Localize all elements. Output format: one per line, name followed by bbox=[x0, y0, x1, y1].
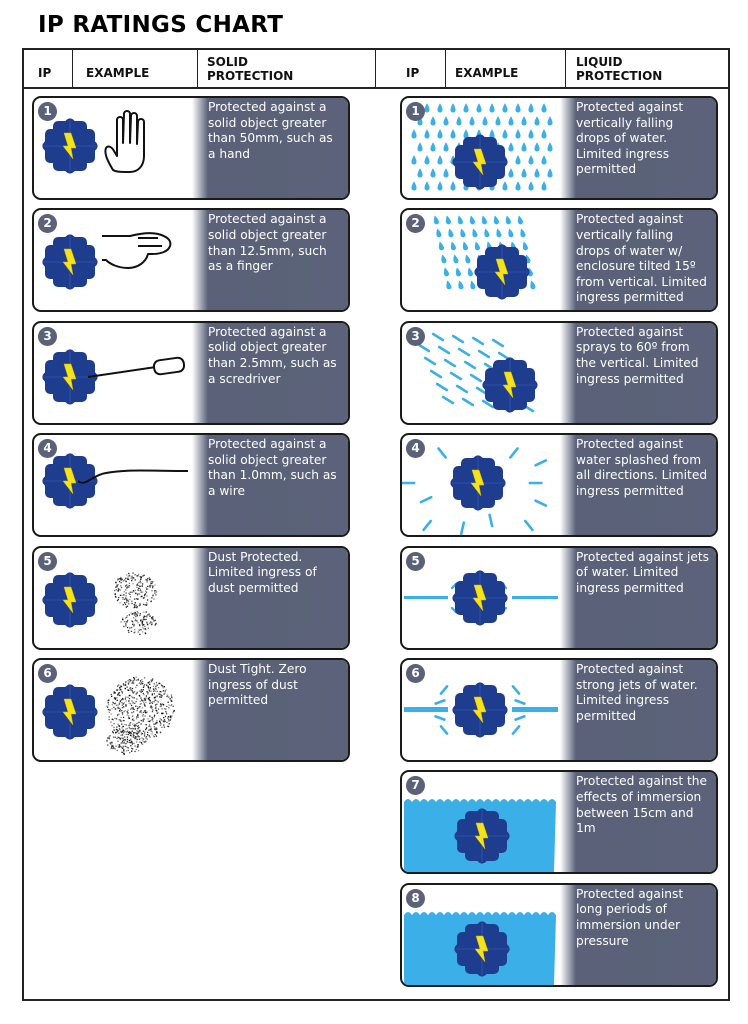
liquid-rating-card bbox=[400, 546, 718, 650]
ip-number-badge: 2 bbox=[406, 214, 425, 233]
liquid-rating-card bbox=[400, 433, 718, 537]
rating-description: Protected against strong jets of water. Limited ingress permitted bbox=[560, 660, 716, 760]
rating-example bbox=[402, 660, 560, 760]
screwdriver-icon bbox=[34, 323, 192, 423]
enclosure-icon bbox=[40, 116, 99, 175]
ip-number-badge: 1 bbox=[406, 102, 425, 121]
solid-rating-card bbox=[32, 658, 350, 762]
header-ip-right: IP bbox=[406, 66, 420, 80]
ip-number-badge: 7 bbox=[406, 776, 425, 795]
immersion-icon bbox=[402, 772, 560, 872]
solid-rating-card bbox=[32, 546, 350, 650]
liquid-rating-card bbox=[400, 883, 718, 987]
enclosure-icon bbox=[40, 233, 99, 292]
rating-example bbox=[402, 772, 560, 872]
rating-example bbox=[402, 435, 560, 535]
rating-description: Protected against sprays to 60º from the vertical. Limited ingress permitted bbox=[560, 323, 716, 423]
ip-number-badge: 6 bbox=[38, 664, 57, 683]
spray-icon bbox=[402, 323, 560, 423]
rating-description: Protected against water splashed from all directions. Limited ingress permitted bbox=[560, 435, 716, 535]
dust-icon bbox=[34, 548, 192, 648]
enclosure-icon bbox=[450, 568, 509, 627]
tilted-drops-icon bbox=[402, 210, 560, 310]
column-divider bbox=[72, 50, 73, 88]
rating-example bbox=[34, 323, 192, 423]
solid-rating-card bbox=[32, 433, 350, 537]
page-title: IP RATINGS CHART bbox=[38, 12, 284, 38]
ip-number-badge: 1 bbox=[38, 102, 57, 121]
header-solid-protection: SOLID PROTECTION bbox=[207, 55, 294, 83]
hand-icon bbox=[34, 98, 192, 198]
ip-number-badge: 4 bbox=[406, 439, 425, 458]
dense-dust-icon bbox=[106, 677, 175, 755]
enclosure-icon bbox=[472, 243, 531, 302]
rating-example bbox=[402, 323, 560, 423]
enclosure-icon bbox=[450, 132, 509, 191]
ip-number-badge: 5 bbox=[406, 552, 425, 571]
rating-example bbox=[34, 548, 192, 648]
splash-icon bbox=[402, 435, 560, 535]
ip-number-badge: 8 bbox=[406, 889, 425, 908]
column-divider bbox=[375, 50, 376, 88]
liquid-rating-card bbox=[400, 96, 718, 200]
vertical-drops-icon bbox=[402, 98, 560, 198]
rating-description: Protected against vertically falling drops of water. Limited ingress permitted bbox=[560, 98, 716, 198]
finger-icon bbox=[34, 210, 192, 310]
rating-description: Protected against a solid object greater than 2.5mm, such as a scredriver bbox=[192, 323, 348, 423]
enclosure-icon bbox=[450, 680, 509, 739]
rating-description: Protected against a solid object greater than 50mm, such as a hand bbox=[192, 98, 348, 198]
solid-rating-card bbox=[32, 208, 350, 312]
rating-example bbox=[34, 435, 192, 535]
ip-number-badge: 5 bbox=[38, 552, 57, 571]
rating-example bbox=[402, 210, 560, 310]
header-example-right: EXAMPLE bbox=[455, 66, 519, 80]
rating-example bbox=[402, 548, 560, 648]
enclosure-icon bbox=[40, 570, 99, 629]
strong-jet-icon bbox=[402, 660, 560, 760]
header-ip-left: IP bbox=[38, 66, 52, 80]
header-divider bbox=[22, 87, 730, 89]
header-example-left: EXAMPLE bbox=[86, 66, 150, 80]
rating-description: Dust Protected. Limited ingress of dust permitted bbox=[192, 548, 348, 648]
rating-example bbox=[34, 660, 192, 760]
header-liquid-protection: LIQUID PROTECTION bbox=[576, 55, 663, 83]
solid-rating-card bbox=[32, 321, 350, 425]
solid-rating-card bbox=[32, 96, 350, 200]
rating-example bbox=[34, 98, 192, 198]
enclosure-icon bbox=[40, 682, 99, 741]
liquid-rating-card bbox=[400, 770, 718, 874]
rating-example bbox=[34, 210, 192, 310]
liquid-rating-card bbox=[400, 658, 718, 762]
rating-description: Protected against a solid object greater than 12.5mm, such as a finger bbox=[192, 210, 348, 310]
wire-icon bbox=[34, 435, 192, 535]
long-immersion-icon bbox=[402, 885, 560, 985]
rating-description: Protected against the effects of immersion between 15cm and 1m bbox=[560, 772, 716, 872]
screwdriver-icon bbox=[88, 357, 185, 377]
rating-description: Protected against long periods of immersion under pressure bbox=[560, 885, 716, 985]
enclosure-icon bbox=[40, 451, 99, 510]
enclosure-icon bbox=[448, 453, 507, 512]
finger-icon bbox=[102, 234, 170, 269]
water-jet-icon bbox=[402, 548, 560, 648]
rating-example bbox=[402, 885, 560, 985]
ip-number-badge: 6 bbox=[406, 664, 425, 683]
column-divider bbox=[197, 50, 198, 88]
rating-description: Dust Tight. Zero ingress of dust permitted bbox=[192, 660, 348, 760]
rating-description: Protected against jets of water. Limited ingress permitted bbox=[560, 548, 716, 648]
liquid-rating-card bbox=[400, 208, 718, 312]
dense-dust-icon bbox=[34, 660, 192, 760]
rating-example bbox=[402, 98, 560, 198]
rating-description: Protected against vertically falling drops of water w/ enclosure tilted 15º from vertical. Limited ingress permitted bbox=[560, 210, 716, 310]
ip-number-badge: 3 bbox=[406, 327, 425, 346]
dust-icon bbox=[114, 572, 157, 635]
column-divider bbox=[445, 50, 446, 88]
rating-description: Protected against a solid object greater than 1.0mm, such as a wire bbox=[192, 435, 348, 535]
liquid-rating-card bbox=[400, 321, 718, 425]
ip-number-badge: 3 bbox=[38, 327, 57, 346]
ip-number-badge: 4 bbox=[38, 439, 57, 458]
hand-icon bbox=[105, 111, 144, 172]
ip-number-badge: 2 bbox=[38, 214, 57, 233]
column-divider bbox=[565, 50, 566, 88]
